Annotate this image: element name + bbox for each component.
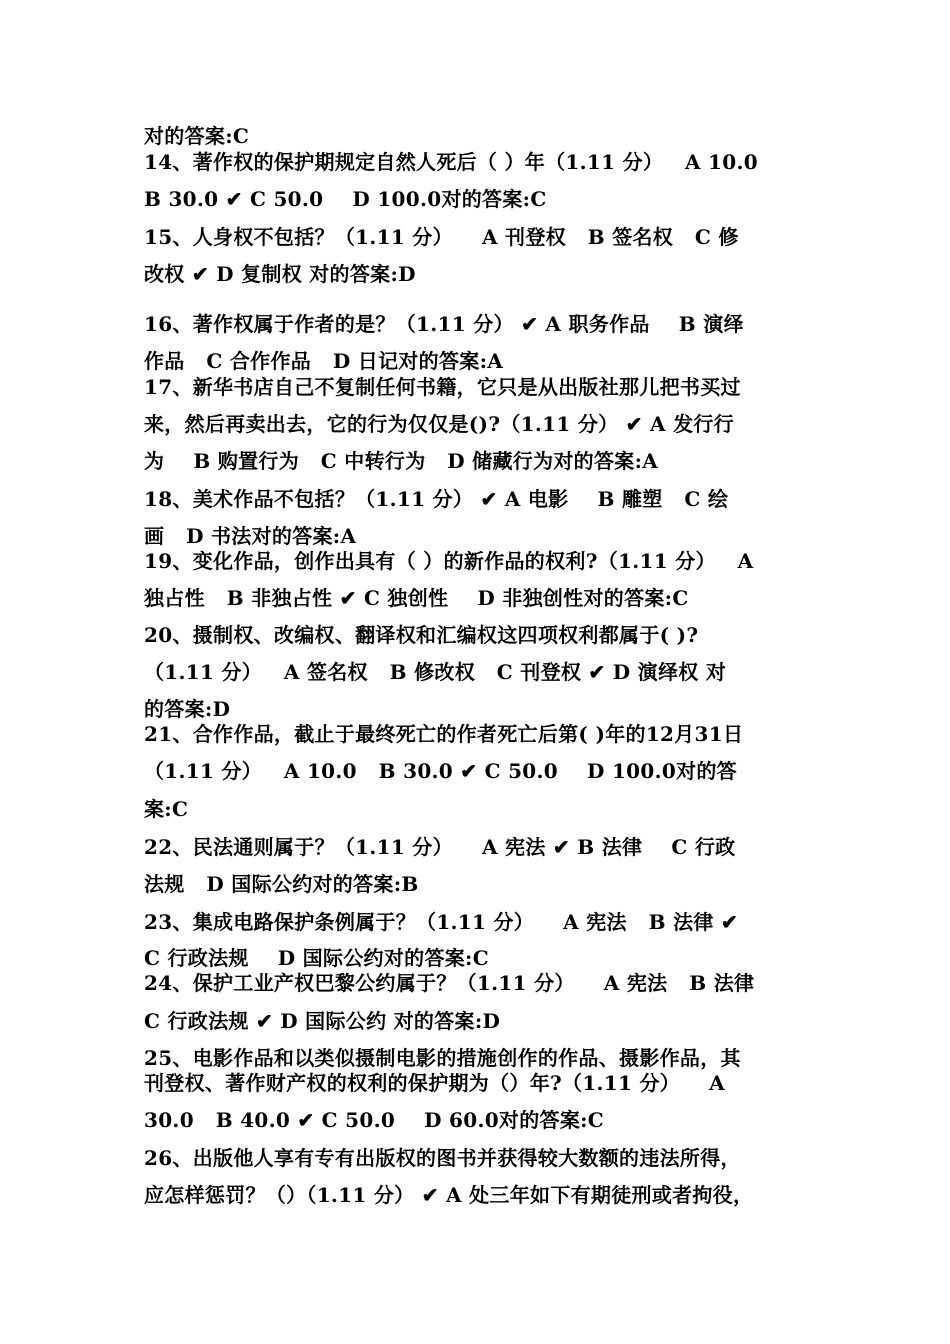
question-20-options: （1.11 分） A 签名权 B 修改权 C 刊登权 ✔ D 演绎权 对	[144, 660, 727, 684]
question-17: 17、新华书店自己不复制任何书籍，它只是从出版社那儿把书买过	[144, 375, 741, 399]
question-17-options: 为 B 购置行为 C 中转行为 D 储藏行为对的答案:A	[144, 449, 659, 473]
question-21: 21、合作作品，截止于最终死亡的作者死亡后第( )年的12月31日	[144, 722, 744, 746]
question-23-options: C 行政法规 D 国际公约对的答案:C	[144, 946, 489, 970]
question-23: 23、集成电路保护条例属于？（1.11 分） A 宪法 B 法律 ✔	[144, 910, 739, 934]
question-19-options: 独占性 B 非独占性 ✔ C 独创性 D 非独创性对的答案:C	[144, 586, 689, 610]
question-20-answer: 的答案:D	[144, 697, 231, 721]
question-17-cont: 来，然后再卖出去，它的行为仅仅是()?（1.11 分） ✔ A 发行行	[144, 412, 734, 436]
question-25-options: 30.0 B 40.0 ✔ C 50.0 D 60.0对的答案:C	[144, 1108, 605, 1132]
question-16-options: 作品 C 合作作品 D 日记对的答案:A	[144, 349, 504, 373]
question-26: 26、出版他人享有专有出版权的图书并获得较大数额的违法所得，	[144, 1146, 741, 1170]
question-24: 24、保护工业产权巴黎公约属于？（1.11 分） A 宪法 B 法律	[144, 971, 755, 995]
question-18-options: 画 D 书法对的答案:A	[144, 524, 357, 548]
question-24-options: C 行政法规 ✔ D 国际公约 对的答案:D	[144, 1009, 501, 1033]
question-26-cont: 应怎样惩罚？（）（1.11 分） ✔ A 处三年如下有期徒刑或者拘役，	[144, 1183, 754, 1207]
question-21-answer: 案:C	[144, 797, 189, 821]
question-14: 14、著作权的保护期规定自然人死后（ ）年（1.11 分） A 10.0	[144, 150, 758, 174]
question-25-cont: 刊登权、著作财产权的权利的保护期为（）年?（1.11 分） A	[144, 1071, 725, 1095]
question-19: 19、变化作品，创作出具有（ ）的新作品的权利?（1.11 分） A	[144, 549, 754, 573]
question-15: 15、人身权不包括？（1.11 分） A 刊登权 B 签名权 C 修	[144, 225, 739, 249]
question-21-options: （1.11 分） A 10.0 B 30.0 ✔ C 50.0 D 100.0对的答	[144, 759, 737, 783]
question-18: 18、美术作品不包括？（1.11 分） ✔ A 电影 B 雕塑 C 绘	[144, 487, 729, 511]
question-15-options: 改权 ✔ D 复制权 对的答案:D	[144, 262, 416, 286]
question-14-options: B 30.0 ✔ C 50.0 D 100.0对的答案:C	[144, 187, 547, 211]
question-22: 22、民法通则属于？（1.11 分） A 宪法 ✔ B 法律 C 行政	[144, 835, 736, 859]
question-20: 20、摄制权、改编权、翻译权和汇编权这四项权利都属于( )?	[144, 623, 699, 647]
question-22-options: 法规 D 国际公约对的答案:B	[144, 872, 419, 896]
question-25: 25、电影作品和以类似摄制电影的措施创作的作品、摄影作品，其	[144, 1046, 741, 1070]
answer-line: 对的答案:C	[144, 124, 250, 148]
question-16: 16、著作权属于作者的是？（1.11 分） ✔ A 职务作品 B 演绎	[144, 312, 744, 336]
